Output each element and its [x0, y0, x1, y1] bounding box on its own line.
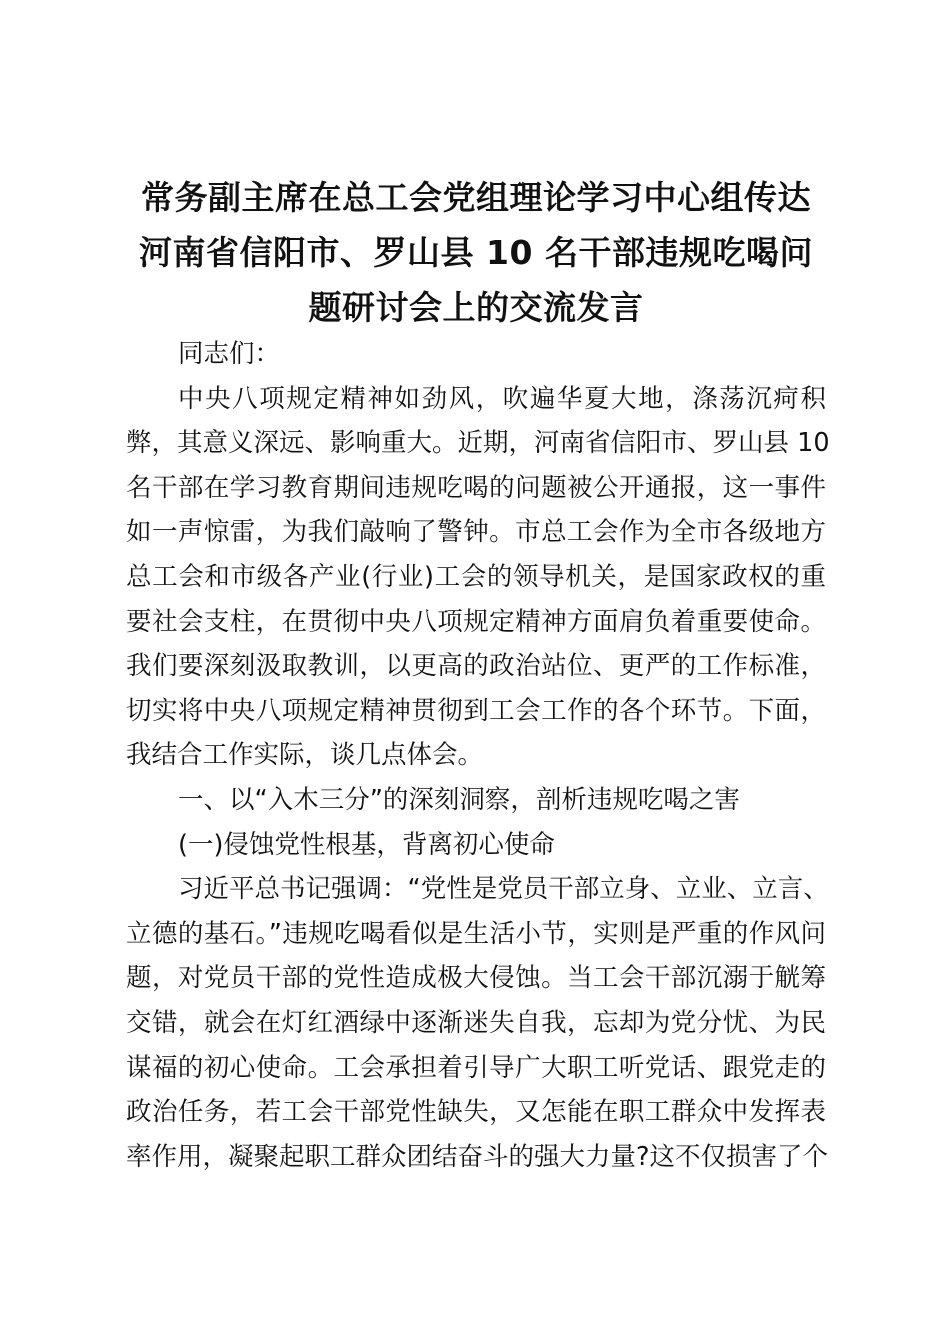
paragraph-line: 中央八项规定精神如劲风，吹遍华夏大地，涤荡沉疴积	[178, 383, 826, 414]
paragraph-line: 题，对党员干部的党性造成极大侵蚀。当工会干部沉溺于觥筹	[126, 963, 826, 994]
paragraph-line: 我们要深刻汲取教训，以更高的政治站位、更严的工作标准，	[126, 651, 826, 682]
paragraph-line: 率作用，凝聚起职工群众团结奋斗的强大力量?这不仅损害了个	[126, 1141, 829, 1172]
title-line-1: 常务副主席在总工会党组理论学习中心组传达	[141, 178, 811, 217]
paragraph-line: 交错，就会在灯红酒绿中逐渐迷失自我，忘却为党分忧、为民	[126, 1007, 826, 1038]
paragraph-line: 立德的基石。”违规吃喝看似是生活小节，实则是严重的作风问	[126, 918, 826, 949]
paragraph-line: 弊，其意义深远、影响重大。近期，河南省信阳市、罗山县 10	[126, 428, 830, 459]
title-line-3: 题研讨会上的交流发言	[308, 288, 644, 327]
subsection-heading: (一)侵蚀党性根基，背离初心使命	[178, 829, 555, 860]
paragraph-line: 要社会支柱，在贯彻中央八项规定精神方面肩负着重要使命。	[126, 606, 826, 637]
paragraph-line: 习近平总书记强调：“党性是党员干部立身、立业、立言、	[178, 874, 829, 905]
document-title	[120, 170, 832, 335]
document-body	[126, 332, 830, 1179]
salutation: 同志们：	[178, 339, 281, 369]
paragraph-line: 我结合工作实际，谈几点体会。	[126, 740, 484, 771]
paragraph-line: 总工会和市级各产业(行业)工会的领导机关，是国家政权的重	[126, 561, 826, 592]
title-line-2: 河南省信阳市、罗山县 10 名干部违规吃喝问	[139, 233, 813, 272]
paragraph-line: 名干部在学习教育期间违规吃喝的问题被公开通报，这一事件	[126, 472, 826, 503]
paragraph-line: 政治任务，若工会干部党性缺失，又怎能在职工群众中发挥表	[126, 1097, 826, 1128]
section-heading: 一、以“入木三分”的深刻洞察，剖析违规吃喝之害	[178, 784, 740, 815]
paragraph-line: 如一声惊雷，为我们敲响了警钟。市总工会作为全市各级地方	[126, 517, 826, 548]
paragraph-line: 切实将中央八项规定精神贯彻到工会工作的各个环节。下面，	[126, 695, 826, 726]
paragraph-line: 谋福的初心使命。工会承担着引导广大职工听党话、跟党走的	[126, 1052, 826, 1083]
